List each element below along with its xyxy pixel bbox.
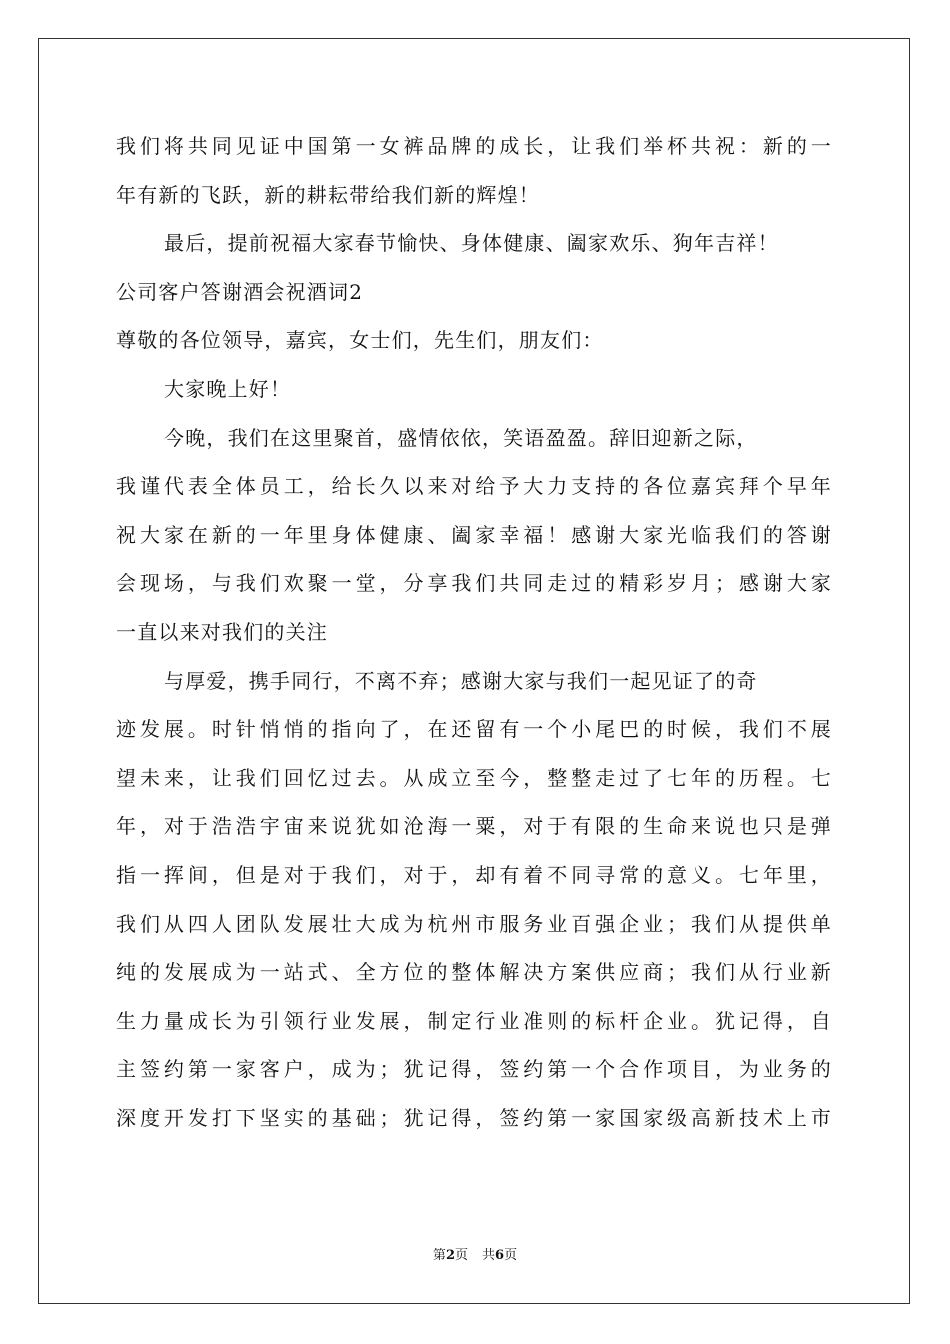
total-prefix: 共: [482, 1248, 496, 1263]
text-line: 我们将共同见证中国第一女裤品牌的成长，让我们举杯共祝：新的一: [116, 134, 832, 158]
text-line: 会现场，与我们欢聚一堂，分享我们共同走过的精彩岁月；感谢大家: [116, 571, 832, 596]
text-line: 与厚爱，携手同行，不离不弃；感谢大家与我们一起见证了的奇: [164, 668, 758, 693]
text-line: 年，对于浩浩宇宙来说犹如沧海一粟，对于有限的生命来说也只是弹: [116, 814, 832, 839]
text-line: 最后，提前祝福大家春节愉快、身体健康、阖家欢乐、狗年吉祥！: [164, 231, 779, 256]
text-line: 生力量成长为引领行业发展，制定行业准则的标杆企业。犹记得，自: [116, 1008, 832, 1033]
text-line: 指一挥间，但是对于我们，对于，却有着不同寻常的意义。七年里，: [116, 862, 832, 887]
section-heading: 公司客户答谢酒会祝酒词2: [116, 279, 364, 304]
text-line: 我们从四人团队发展壮大成为杭州市服务业百强企业；我们从提供单: [116, 911, 832, 936]
text-line: 我谨代表全体员工，给长久以来对给予大力支持的各位嘉宾拜个早年: [116, 474, 832, 499]
document-body: [116, 126, 832, 1146]
text-line: 祝大家在新的一年里身体健康、阖家幸福！感谢大家光临我们的答谢: [116, 522, 832, 547]
text-line: 年有新的飞跃，新的耕耘带给我们新的辉煌！: [116, 182, 540, 207]
text-line: 今晚，我们在这里聚首，盛情依依，笑语盈盈。辞旧迎新之际，: [164, 425, 758, 450]
text-line: 深度开发打下坚实的基础；犹记得，签约第一家国家级高新技术上市: [116, 1105, 832, 1130]
text-line: 望未来，让我们回忆过去。从成立至今，整整走过了七年的历程。七: [116, 765, 832, 790]
text-line: 纯的发展成为一站式、全方位的整体解决方案供应商；我们从行业新: [116, 960, 832, 985]
page-prefix: 第: [432, 1248, 446, 1263]
total-suffix: 页: [504, 1248, 518, 1263]
salutation: 尊敬的各位领导，嘉宾，女士们，先生们，朋友们：: [116, 328, 604, 353]
text-line: 迹发展。时针悄悄的指向了，在还留有一个小尾巴的时候，我们不展: [116, 717, 832, 742]
text-line: 主签约第一家客户，成为；犹记得，签约第一个合作项目，为业务的: [116, 1057, 832, 1082]
total-pages: 6: [495, 1248, 505, 1263]
text-line: 一直以来对我们的关注: [116, 619, 328, 644]
page-number: 2: [445, 1248, 455, 1263]
greeting: 大家晚上好！: [164, 376, 292, 401]
page-footer: [0, 1248, 950, 1264]
page-suffix: 页: [454, 1248, 468, 1263]
